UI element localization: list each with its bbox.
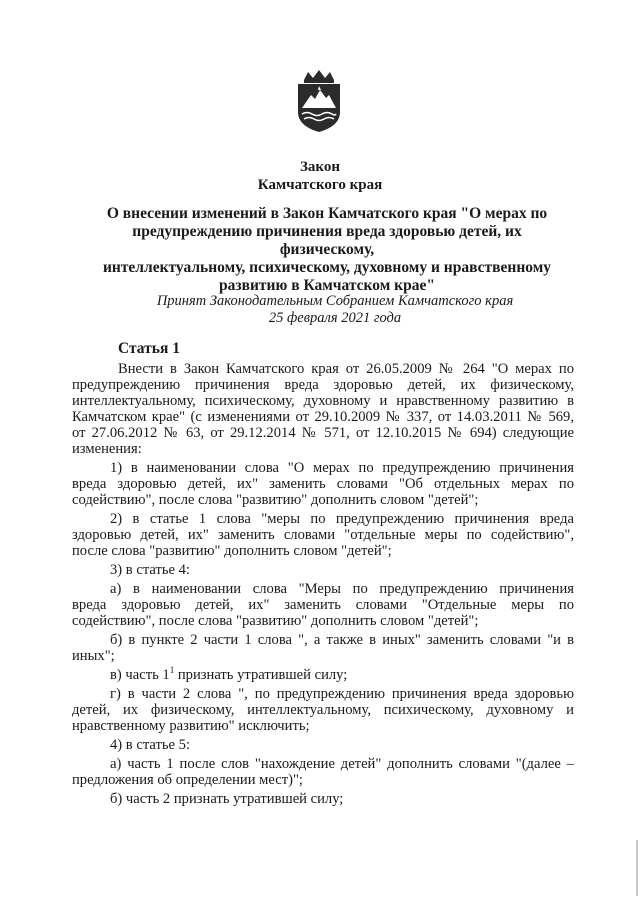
text-fragment: признать утратившей силу; [174, 667, 348, 683]
text-line: от 27.06.2012 № 63, от 29.12.2014 № 571, от 12.10.2015 № 694) следующие [72, 425, 574, 441]
superscript: 1 [169, 665, 175, 675]
text-line: Внести в Закон Камчатского края от 26.05.2009 № 264 "О мерах по [118, 361, 574, 377]
title-line: развитию в Камчатском крае" [219, 277, 435, 294]
text-line: после слова "развитию" дополнить словом "детей"; [72, 543, 392, 559]
text-line: интеллектуальному, психическому, духовному и нравственному развитию в [72, 393, 574, 409]
text-line: детей, их физическому, интеллектуальному, психическому, духовному и [72, 702, 574, 718]
article-heading: Статья 1 [118, 340, 180, 357]
text-line: 4) в статье 5: [110, 737, 190, 753]
scan-edge-divider [636, 840, 638, 896]
article-body [72, 361, 574, 807]
text-line: здоровью детей, их" заменить словами "отдельные меры по содействию", [72, 527, 574, 543]
text-line: нравственному развитию" исключить; [72, 718, 310, 734]
adoption-date: 25 февраля 2021 года [268, 310, 402, 326]
text-line-with-superscript [72, 667, 574, 683]
text-line: 1) в наименовании слова "О мерах по предупреждению причинения [110, 460, 574, 476]
text-line: б) в пункте 2 части 1 слова ", а также в иных" заменить словами "и в [110, 632, 574, 648]
text-line: предупреждению причинения вреда здоровью детей, их физическому, [72, 377, 574, 393]
text-line: вреда здоровью детей, их" заменить словами "Отдельные меры по [72, 597, 574, 613]
text-line: предложения об определении мест)"; [72, 772, 303, 788]
law-heading: Закон [299, 159, 340, 175]
text-line: изменения: [72, 441, 142, 457]
text-line: иных"; [72, 648, 115, 664]
law-title [92, 205, 562, 295]
text-line: 3) в статье 4: [110, 562, 190, 578]
text-fragment: в) часть 1 [110, 667, 170, 683]
text-line: а) часть 1 после слов "нахождение детей" дополнить словами "(далее – [110, 756, 574, 772]
text-line: вреда здоровью детей, их" заменить словами "Об отдельных мерах по [72, 476, 574, 492]
text-line: содействию", после слова "развитию" дополнить словом "детей"; [72, 492, 479, 508]
text-line: а) в наименовании слова "Меры по предупреждению причинения [110, 581, 574, 597]
text-line: б) часть 2 признать утратившей силу; [110, 791, 344, 807]
title-line: О внесении изменений в Закон Камчатского края "О мерах по [106, 205, 548, 222]
title-line: интеллектуальному, психическому, духовному и нравственному [102, 259, 552, 276]
text-line: г) в части 2 слова ", по предупреждению причинения вреда здоровью [110, 686, 574, 702]
adoption-note [100, 293, 570, 327]
adoption-line: Принят Законодательным Собранием Камчатского края [156, 293, 514, 309]
text-line: 2) в статье 1 слова "меры по предупреждению причинения вреда [110, 511, 574, 527]
title-line: предупреждению причинения вреда здоровью детей, их физическому, [132, 223, 522, 258]
region-heading: Камчатского края [257, 177, 383, 193]
kamchatka-coat-of-arms-icon [294, 68, 344, 134]
text-line: Камчатском крае" (с изменениями от 29.10.2009 № 337, от 14.03.2011 № 569, [72, 409, 574, 425]
text-line: содействию", после слова "развитию" дополнить словом "детей"; [72, 613, 479, 629]
